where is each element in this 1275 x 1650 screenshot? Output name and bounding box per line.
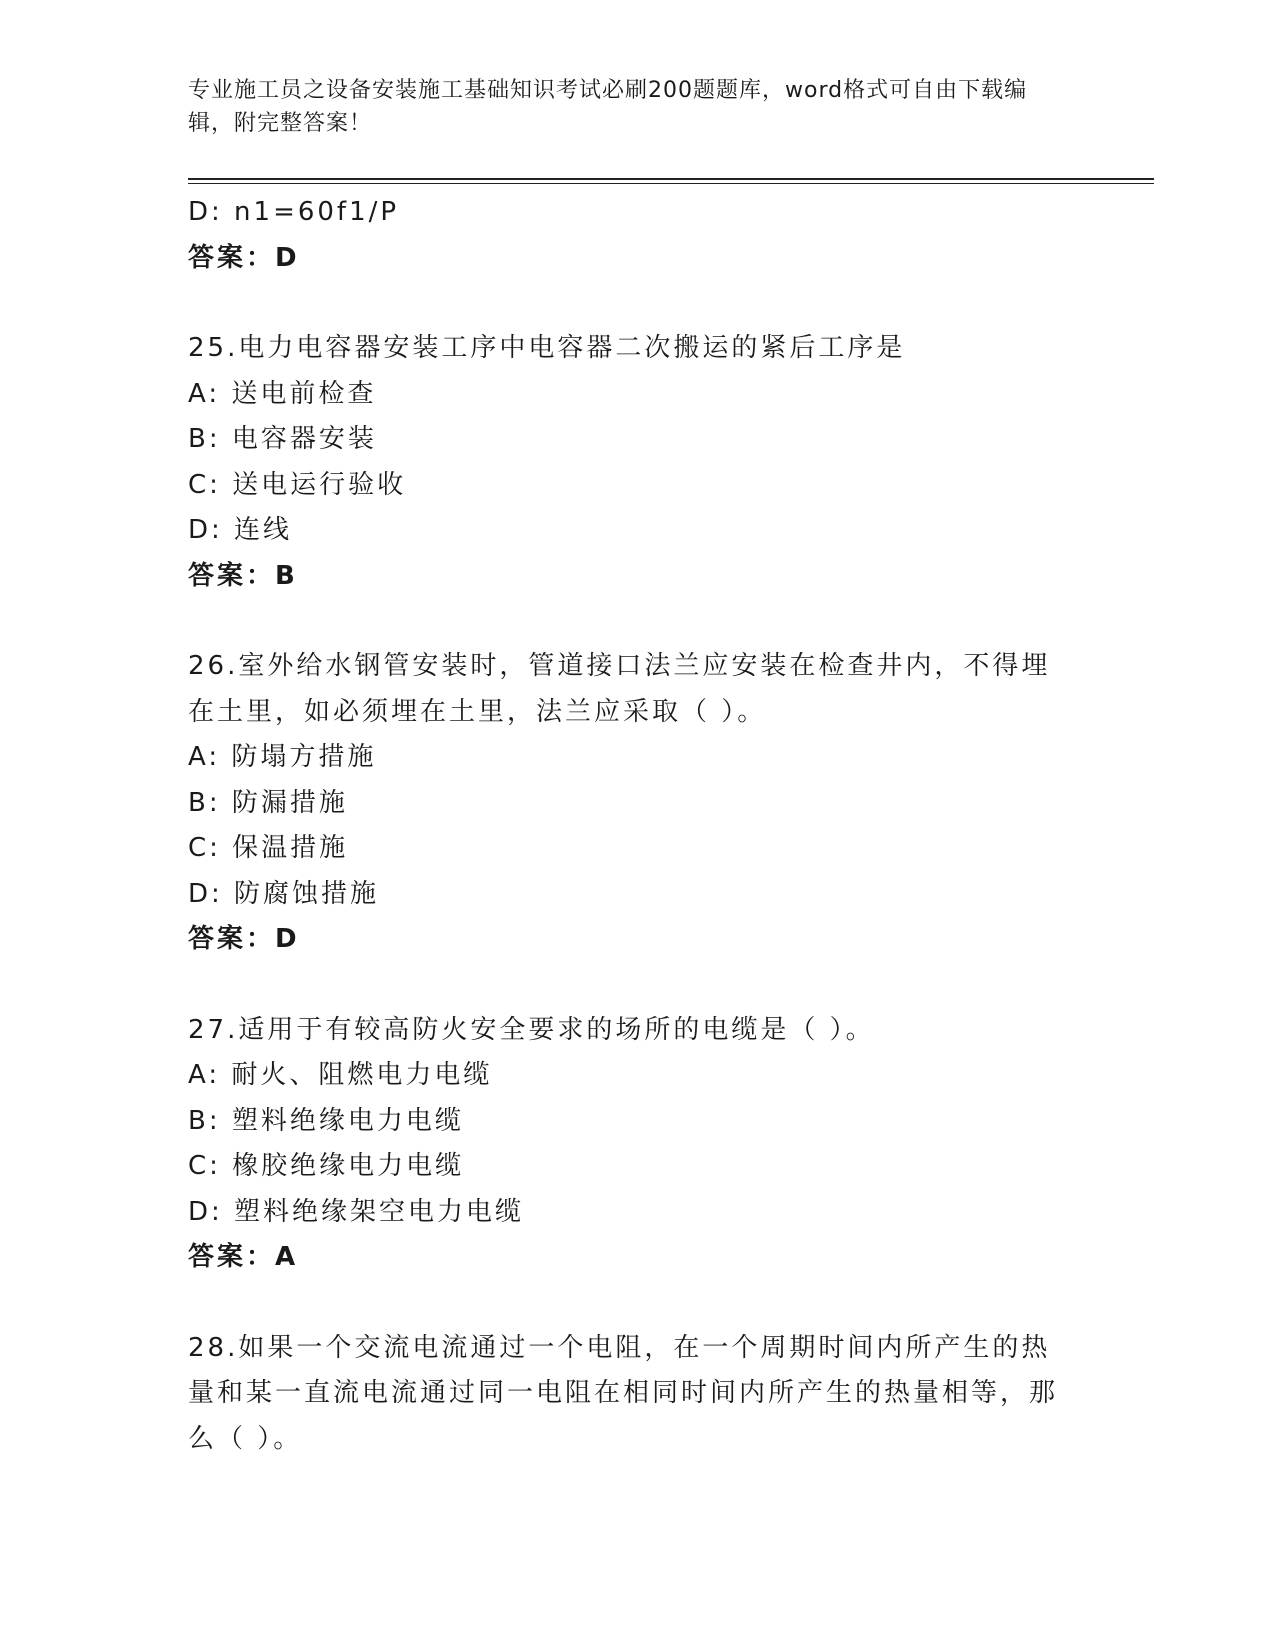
option-b: B: 防漏措施: [188, 787, 348, 818]
question-stem: 28.如果一个交流电流通过一个电阻，在一个周期时间内所产生的热量和某一直流电流通过同一电阻在相同时间内所产生的热量相等，那么（ ）。: [188, 1332, 1059, 1454]
option-b: B: 塑料绝缘电力电缆: [188, 1105, 464, 1136]
option-a: A: 耐火、阻燃电力电缆: [188, 1060, 493, 1090]
option-c: C: 保温措施: [188, 833, 349, 863]
spacer: [188, 599, 1088, 644]
question-stem: 25.电力电容器安装工序中电容器二次搬运的紧后工序是: [188, 333, 906, 363]
answer-line: 答案：D: [188, 242, 300, 273]
question-26: [188, 644, 1088, 963]
option-a: A: 送电前检查: [188, 378, 377, 409]
option-b: B: 电容器安装: [188, 424, 377, 454]
option-d: D: 连线: [188, 515, 293, 545]
option-a: A: 防塌方措施: [188, 742, 377, 772]
answer-line: 答案：A: [188, 1242, 299, 1272]
option-c: C: 橡胶绝缘电力电缆: [188, 1151, 465, 1181]
prev-question-tail: [188, 190, 1088, 281]
option-d: D: 塑料绝缘架空电力电缆: [188, 1196, 525, 1227]
option-d: D: 防腐蚀措施: [188, 878, 380, 909]
document-content: [188, 190, 1088, 1462]
header-rule-thick: [188, 178, 1154, 180]
spacer: [188, 281, 1088, 326]
option-d: D: n1=60f1/P: [188, 197, 400, 227]
question-28: [188, 1326, 1088, 1463]
document-header: 专业施工员之设备安装施工基础知识考试必刷200题题库，word格式可自由下载编辑，附完整答案！: [188, 78, 1028, 136]
option-c: C: 送电运行验收: [188, 469, 407, 500]
answer-line: 答案：D: [188, 924, 300, 954]
question-stem: 26.室外给水钢管安装时，管道接口法兰应安装在检查井内，不得埋在土里，如必须埋在土里，法兰应采取（ ）。: [188, 651, 1051, 727]
question-stem: 27.适用于有较高防火安全要求的场所的电缆是（ ）。: [188, 1014, 875, 1045]
question-27: [188, 1008, 1088, 1281]
spacer: [188, 963, 1088, 1008]
header-rule-thin: [188, 183, 1154, 184]
spacer: [188, 1281, 1088, 1326]
answer-line: 答案：B: [188, 560, 298, 591]
question-25: [188, 326, 1088, 599]
